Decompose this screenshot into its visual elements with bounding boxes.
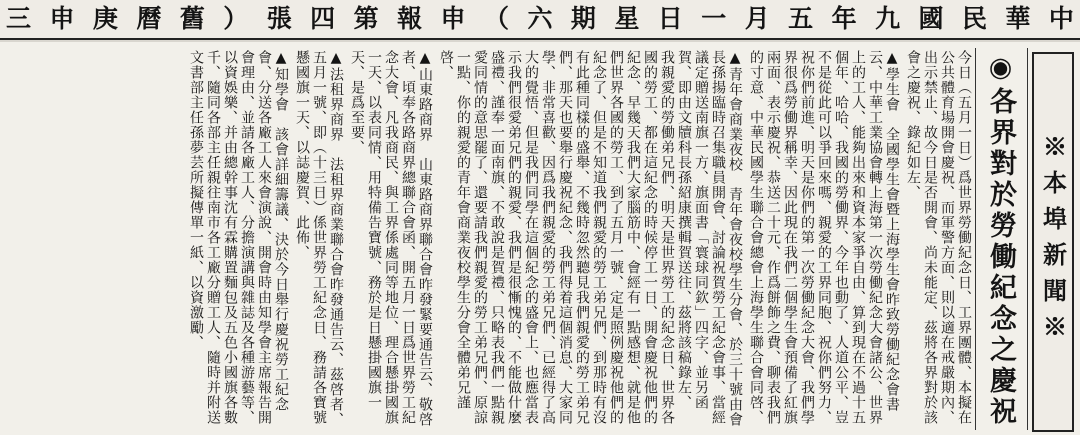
masthead [0,0,1080,40]
masthead-char: 五 [788,4,814,33]
article-paragraph: ▲山東路商界 山東路商界聯合會昨發緊要通告云、敬啓者、頃奉各路商界總聯合會函、開五月一日爲世界勞工紀念大會、凡我商民、與工界係處同等地位、理合懸掛國旗一天、以表同情、用特備告寶號、務於是日懸掛國旗一天、是爲至要、 [349,50,433,427]
article-body [22,50,972,430]
masthead-char: 四 [310,4,336,33]
masthead-char: 星 [614,4,640,33]
column-divider [1027,48,1028,430]
article-area [0,42,1080,435]
masthead-char: 第 [353,4,379,33]
masthead-char: 申 [49,4,75,33]
masthead-char: （ [483,4,509,33]
masthead-char: 張 [266,4,292,33]
masthead-char: 曆 [136,4,162,33]
masthead-char: 庚 [92,4,118,33]
masthead-char: ） [223,4,249,33]
article-paragraph: 今日（五月一日）爲世界勞働紀念日、工界團體、本擬在公共體育場開會慶祝、而軍警方面、則以適在戒嚴期內、出示禁止、故今日是否開會、尚未能定、茲將各界對於該會之慶祝、錄紀如左、 [905,50,972,425]
masthead-char: 期 [570,4,596,33]
masthead-char: 民 [961,4,987,33]
article-paragraph: ▲學生會 全國學生會暨上海學生會昨致勞働紀念會書云、中華工業協會轉上海第一次勞働紀念大會諸公、世界上的工人、能夠出來和資本家爭自由、算到現在不過十五個年、哈哈、我國的勞働界、今年也動了、人道公平、豈不是從此可以爭回來嗎、親愛的工界同胞、祝你們努力、祝你們前進、明天是你們的第一次勞働紀念大會、我們學界很爲勞働界稱幸、因此現在我們二個學生會預備了紅旗兩面、表示慶祝、恭送二十元、作爲餅飾之費、聊表我們的寸意、中華民國學生聯合會總會上海學生聯合會同啓、 [748,50,900,425]
masthead-char: 國 [918,4,944,33]
masthead-char: 舊 [179,4,205,33]
masthead-char: 申 [440,4,466,33]
masthead-char: 華 [1005,4,1031,33]
masthead-char: 日 [657,4,683,33]
article-paragraph: ▲知學會 該會詳細籌議、決於今日舉行慶祝勞工紀念會、分送各廠工人來會演說、開會時由知學會主席報告開會理由、並請各廠工人、分擔演講與雜誌及各種游藝等、以資娛樂、并由總幹事沈有霖購置麵包及五色小國旗各數千、隨同各部主任親往南市各工廠分贈工人、隨時并附送文書部主任孫夢芸所擬傳單一紙、以資激勵、 [188,50,289,425]
masthead-char: 六 [527,4,553,33]
masthead-char: 年 [831,4,857,33]
article-paragraph: ▲法租界商界 法租界商業聯合會昨發通告云、茲啓者、五月一號、即（十三日）係世界勞工紀念日、務請各寶號懸國旗一天、以誌慶賀、此佈、 [294,50,344,427]
masthead-char: 月 [744,4,770,33]
masthead-char: 三 [6,4,32,33]
masthead-char: 中 [1048,4,1074,33]
column-divider [975,48,976,430]
masthead-char: 九 [875,4,901,33]
masthead-char: 一 [701,4,727,33]
article-paragraph: ▲青年會商業夜校 青年會夜校學生分會、於三十號由會長孫揚臨時召集職員開會、討論祝賀勞工紀念會事、當經議定贈送南旗一方、旗面書「寰球同欽」四字、並另函賀、即由文牘科長孫紹康撰輯賀送往、茲將該稿錄左、 我親愛的勞働弟兄們、明天是世界勞工的紀念日、世界各國的勞工、都在這紀念的時候停工一日、開會慶祝他們的紀念、早幾天我們大家腦筋中、會經有一點感想、就是他們世界各國的勞工、到了五月一號、定是照例慶祝他們的紀念了、但是不知道我們親愛的勞工弟兄們、到那時有沒有此種同樣的盛舉、不幾時忽然聽見我們親愛的勞工弟兄們、那天也要舉行慶祝紀念、我們得着這個消息、大家同學、非常喜歡、因爲我們親愛的勞工弟兄們、已經得了高大的覺悟、但是我們同學在這個紀念的盛會上、也應當表示我們很愛弟兄們的親愛、我們是很慚愧的、不能做什麼盛禮、謹奉一面南旗、不敢說是賀禮、只略表我們一點親愛同情的意思罷了、還要請我們親愛的勞工弟兄們、原諒一點、你的親愛的青年會商業夜校學生分會全體弟兄謹啓、 [438,50,743,427]
section-banner: ※本埠新聞※ [1032,52,1074,432]
masthead-char: 報 [397,4,423,33]
headline: ◉各界對於勞働紀念之慶祝 [985,52,1016,428]
